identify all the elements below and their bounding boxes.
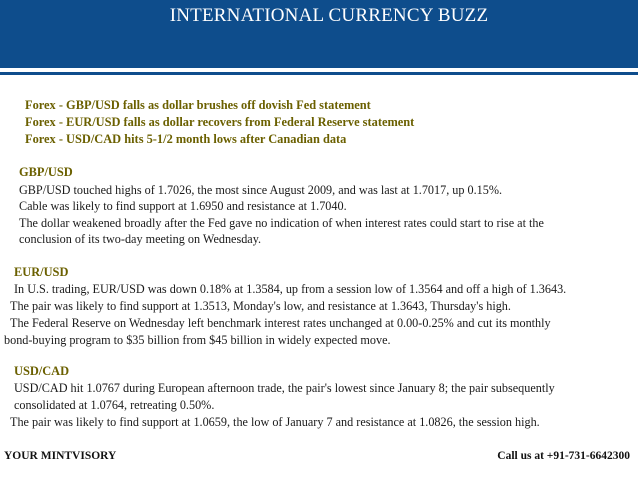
paragraph-line: GBP/USD touched highs of 1.7026, the most since August 2009, and was last at 1.7017, up 0.15%.	[19, 183, 503, 197]
headline-gbpusd: Forex - GBP/USD falls as dollar brushes off dovish Fed statement	[25, 98, 371, 112]
paragraph-line: bond-buying program to $35 billion from $45 billion in widely expected move.	[4, 333, 391, 347]
paragraph-line: Cable was likely to find support at 1.6950 and resistance at 1.7040.	[19, 199, 347, 213]
header-divider	[0, 72, 638, 75]
section-heading-gbpusd: GBP/USD	[19, 165, 73, 179]
section-heading-eurusd: EUR/USD	[14, 265, 69, 279]
header-bar	[0, 0, 638, 68]
headline-usdcad: Forex - USD/CAD hits 5-1/2 month lows after Canadian data	[25, 132, 347, 146]
page-title: INTERNATIONAL CURRENCY BUZZ	[169, 5, 489, 26]
paragraph-line: The Federal Reserve on Wednesday left benchmark interest rates unchanged at 0.00-0.25% and cut its monthly	[10, 316, 551, 330]
section-heading-usdcad: USD/CAD	[14, 364, 70, 378]
paragraph-line: conclusion of its two-day meeting on Wednesday.	[19, 232, 262, 246]
headline-eurusd: Forex - EUR/USD falls as dollar recovers from Federal Reserve statement	[25, 115, 415, 129]
paragraph-line: The pair was likely to find support at 1.3513, Monday's low, and resistance at 1.3643, Thursday's high.	[10, 299, 511, 313]
footer-brand: YOUR MINTVISORY	[4, 450, 117, 462]
paragraph-line: USD/CAD hit 1.0767 during European afternoon trade, the pair's lowest since January 8; the pair subsequently	[14, 381, 555, 395]
paragraph-line: The pair was likely to find support at 1.0659, the low of January 7 and resistance at 1.0826, the session high.	[10, 415, 540, 429]
footer-contact: Call us at +91-731-6642300	[497, 450, 630, 462]
paragraph-line: The dollar weakened broadly after the Fed gave no indication of when interest rates could start to rise at the	[19, 216, 544, 230]
paragraph-line: consolidated at 1.0764, retreating 0.50%.	[14, 398, 215, 412]
paragraph-line: In U.S. trading, EUR/USD was down 0.18% at 1.3584, up from a session low of 1.3564 and off a high of 1.3643.	[14, 282, 567, 296]
